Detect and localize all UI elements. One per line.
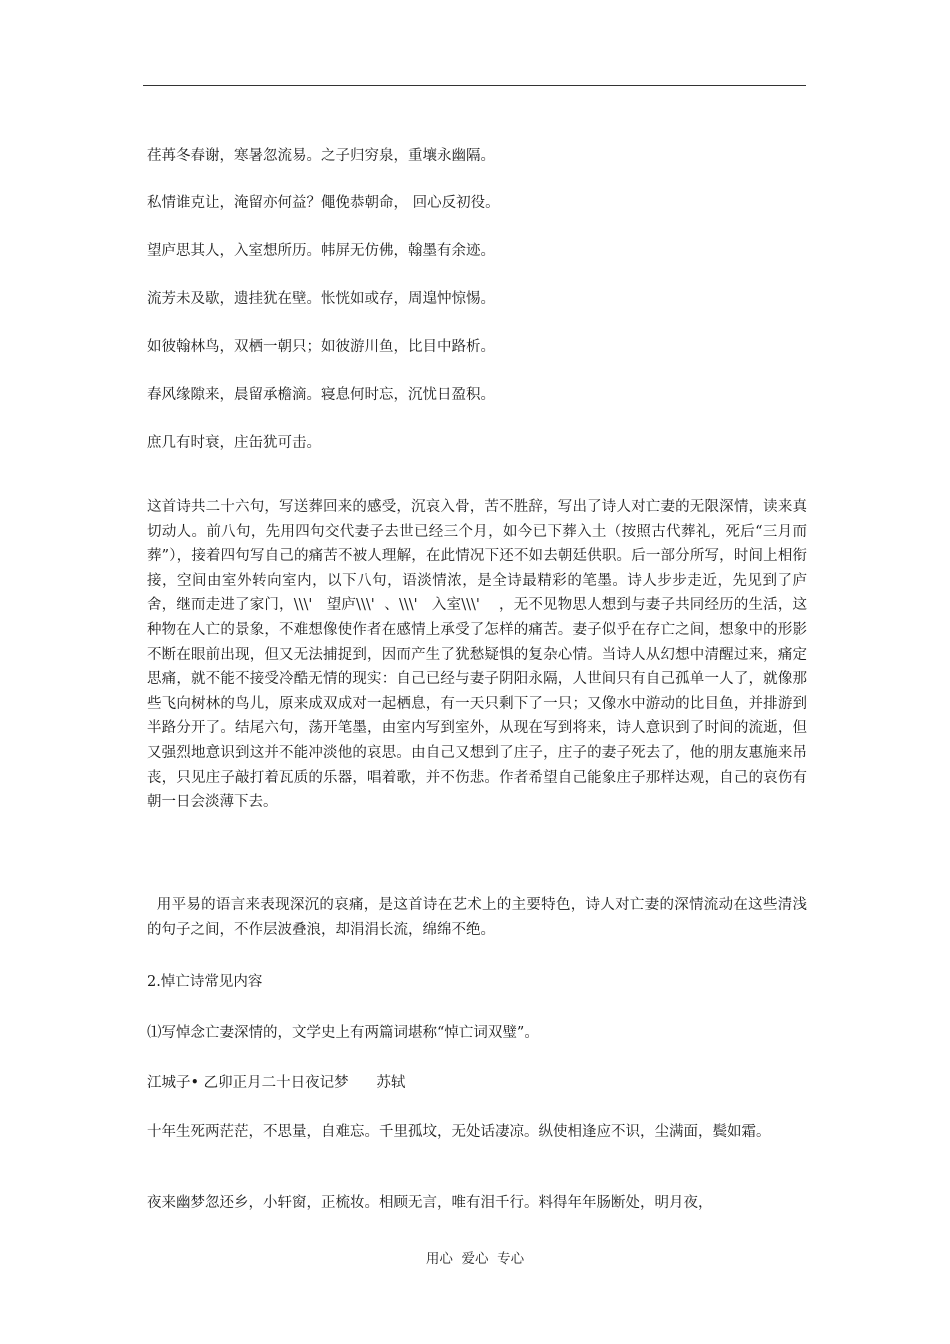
poem-line: 庶几有时衰，庄缶犹可击。 <box>147 435 321 451</box>
header-rule <box>143 85 806 86</box>
section-heading: 2.悼亡诗常见内容 <box>147 974 263 990</box>
ci-stanza: 夜来幽梦忽还乡，小轩窗，正梳妆。相顾无言，唯有泪千行。料得年年肠断处，明月夜， <box>147 1195 713 1211</box>
page-footer: 用心 爱心 专心 <box>425 1251 525 1267</box>
poem-line: 荏苒冬春谢，寒暑忽流易。之子归穷泉，重壤永幽隔。 <box>147 148 495 164</box>
poem-line: 望庐思其人，入室想所历。帏屏无仿佛，翰墨有余迹。 <box>147 243 495 259</box>
poem-line: 春风缘隙来，晨留承檐滴。寝息何时忘，沉忧日盈积。 <box>147 387 495 403</box>
analysis-paragraph: 这首诗共二十六句，写送葬回来的感受，沉哀入骨，苦不胜辞，写出了诗人对亡妻的无限深情，读来真切动人。前八句，先用四句交代妻子去世已经三个月，如今已下葬入土（按照古代葬礼，死后“三月而葬”），接着四句写自己的痛苦不被人理解，在此情况下还不如去朝廷供职。后一部分所写，时间上相衔接，空间由室外转向室内，以下八句，语淡情浓，是全诗最精彩的笔墨。诗人步步走近，先见到了庐舍，继而走进了家门，\\\' 望庐\\\' 、\\\' 入室\\\' ，无不见物思人想到与妻子共同经历的生活，这种物在人亡的景象，不难想像使作者在感情上承受了怎样的痛苦。妻子似乎在存亡之间，想象中的形影不断在眼前出现，但又无法捕捉到，因而产生了犹愁疑惧的复杂心情。当诗人从幻想中清醒过来，痛定思痛，就不能不接受冷酷无情的现实：自己已经与妻子阴阳永隔，人世间只有自己孤单一人了，就像那些飞向树林的鸟儿，原来成双成对一起栖息，有一天只剩下了一只；又像水中游动的比目鱼，并排游到半路分开了。结尾六句，荡开笔墨，由室内写到室外，从现在写到将来，诗人意识到了时间的流逝，但又强烈地意识到这并不能冲淡他的哀思。由自己又想到了庄子，庄子的妻子死去了，他的朋友惠施来吊丧，只见庄子敲打着瓦质的乐器，唱着歌，并不伤悲。作者希望自己能象庄子那样达观，自己的哀伤有朝一日会淡薄下去。 <box>147 499 807 811</box>
poem-line: 私情谁克让，淹留亦何益？僶俛恭朝命， 回心反初役。 <box>147 195 500 211</box>
poem-line: 如彼翰林鸟，双栖一朝只；如彼游川鱼，比目中路析。 <box>147 339 495 355</box>
subsection-heading: ⑴写悼念亡妻深情的，文学史上有两篇词堪称“悼亡词双璧”。 <box>147 1025 539 1041</box>
ci-stanza: 十年生死两茫茫，不思量，自难忘。千里孤坟，无处话凄凉。纵使相逢应不识，尘满面，鬓如霜。 <box>147 1124 771 1140</box>
ci-title: 江城子• 乙卯正月二十日夜记梦 苏轼 <box>147 1075 406 1091</box>
poem-line: 流芳未及歇，遗挂犹在壁。怅恍如或存，周遑忡惊惕。 <box>147 291 495 307</box>
summary-paragraph: 用平易的语言来表现深沉的哀痛，是这首诗在艺术上的主要特色，诗人对亡妻的深情流动在这些清浅的句子之间，不作层波叠浪，却涓涓长流，绵绵不绝。 <box>147 897 808 938</box>
